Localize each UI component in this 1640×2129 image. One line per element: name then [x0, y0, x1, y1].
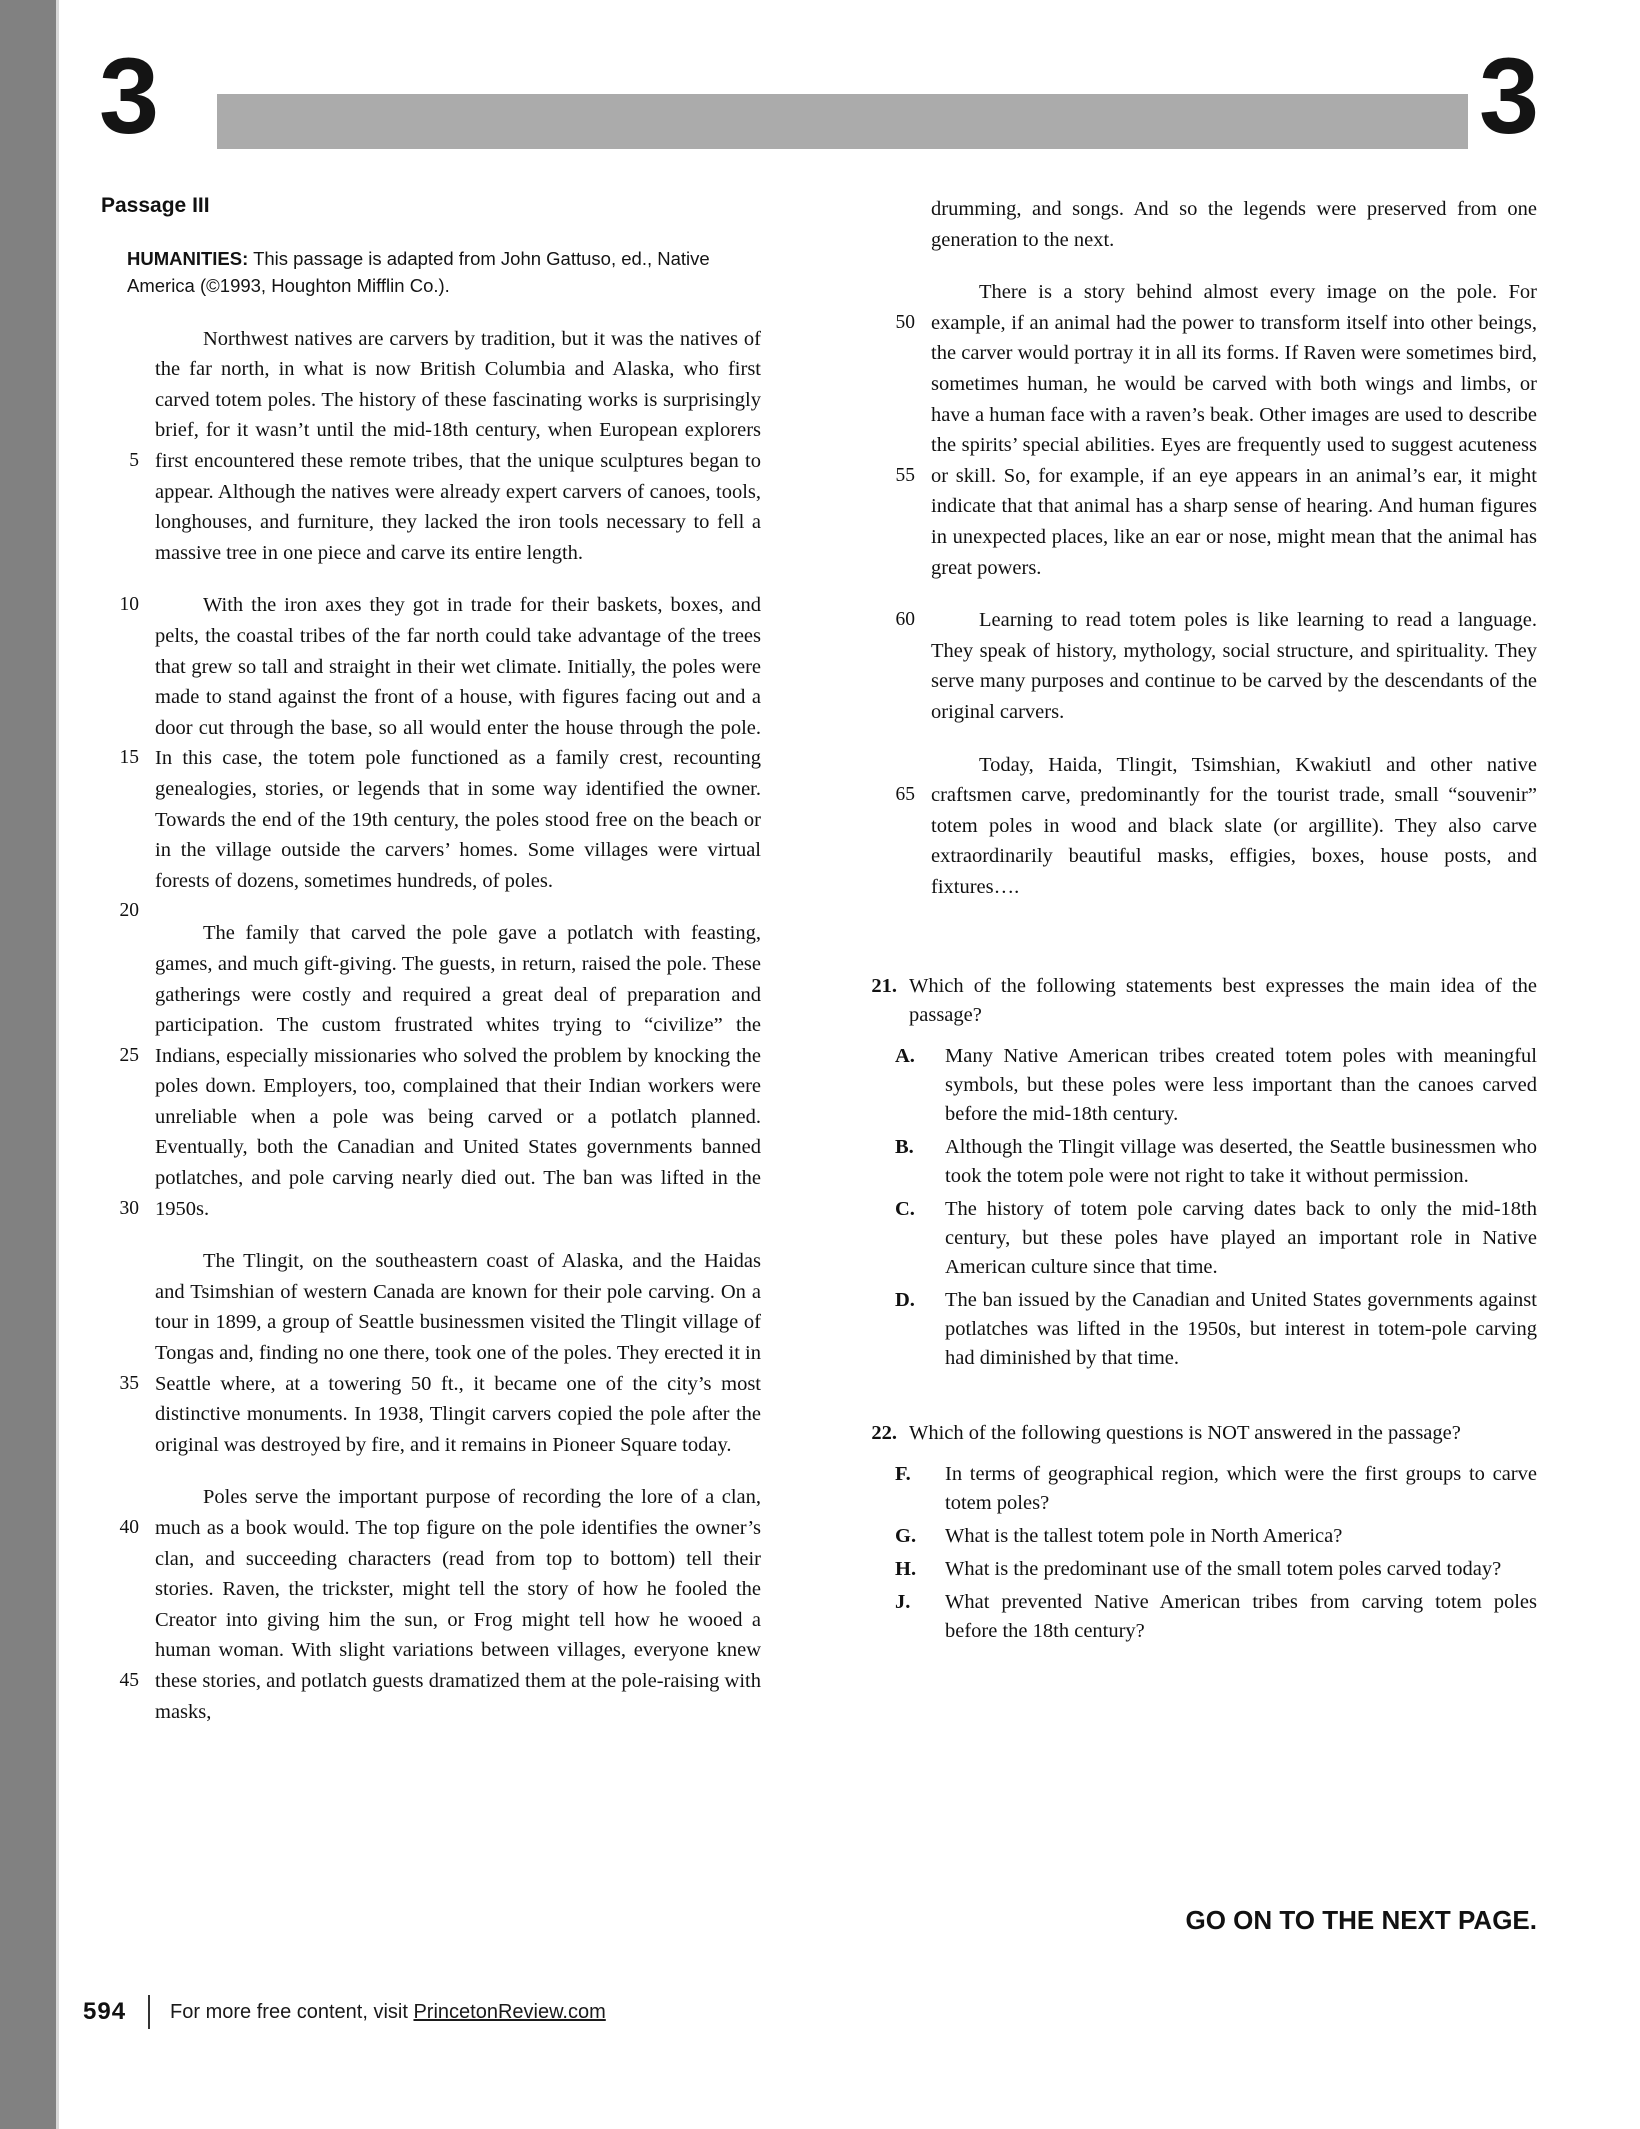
line-number: 55: [895, 464, 915, 486]
passage-paragraph: [859, 750, 1537, 903]
passage-intro: [127, 246, 747, 300]
answer-choice-text: Although the Tlingit village was deserted, the Seattle businessmen who took the totem pole were not right to take it without permission.: [945, 1136, 1537, 1188]
answer-choice-d[interactable]: [859, 1286, 1537, 1373]
paragraph-text: With the iron axes they got in trade for their baskets, boxes, and pelts, the coastal tribes of the far north could take advantage of the trees that grew so tall and straight in their wet climate. Initially, the poles were made to stand against the front of a house, with figures facing out and a door cut through the base, so all would enter the house through the pole. In this case, the totem pole functioned as a family crest, recounting genealogies, stories, or legends that in some way identified the owner. Towards the end of the 19th century, the poles stood free on the beach or in the village outside the carvers’ homes. Some villages were virtual forests of dozens, sometimes hundreds, of poles.: [155, 594, 761, 892]
line-number-gutter: [83, 918, 139, 1224]
page-footer: [83, 1995, 1083, 2029]
paragraph-text: There is a story behind almost every image on the pole. For example, if an animal had the power to transform itself into other beings, the carver would portray it in all its forms. If Raven were sometimes bird, sometimes human, he would be carved with both wings and limbs, or have a human face with a raven’s beak. Other images are used to describe the spirits’ special abilities. Eyes are frequently used to suggest acuteness or skill. So, for example, if an eye appears in an animal’s ear, it might indicate that that animal has a sharp sense of hearing. And human figures in unexpected places, like an ear or nose, might mean that the animal has great powers.: [931, 281, 1537, 579]
question-22: [859, 1419, 1537, 1646]
paragraph-text: The family that carved the pole gave a potlatch with feasting, games, and much gift-giving. The guests, in return, raised the pole. These gatherings were costly and required a great deal of preparation and participation. The custom frustrated whites trying to “civilize” the Indians, especially missionaries who solved the problem by knocking the poles down. Employers, too, complained that their Indian workers were unreliable when a pole was being carved or a potlatch planned. Eventually, both the Canadian and United States governments banned potlatches, and pole carving nearly died out. The ban was lifted in the 1950s.: [155, 922, 761, 1220]
answer-choice-f[interactable]: [859, 1460, 1537, 1518]
passage-paragraph: [859, 277, 1537, 583]
line-number: 45: [119, 1669, 139, 1691]
answer-choice-letter: J.: [895, 1591, 911, 1614]
passage-paragraph: [83, 1482, 761, 1727]
passage-intro-label: HUMANITIES:: [127, 248, 249, 269]
line-number: 10: [119, 594, 139, 616]
answer-choice-text: The history of totem pole carving dates back to only the mid-18th century, but these poles have played an important role in Native American culture since that time.: [945, 1198, 1537, 1279]
answer-choice-text: What prevented Native American tribes from carving totem poles before the 18th century?: [945, 1591, 1537, 1643]
line-number-gutter: [859, 750, 915, 811]
line-number-gutter: [83, 324, 139, 477]
questions-list: [859, 972, 1537, 1646]
page-header: [59, 32, 1581, 156]
section-number-right: 3: [1479, 35, 1540, 156]
left-column: [83, 194, 761, 1749]
passage-intro-text: This passage is adapted from John Gattuso, ed., Native America (©1993, Houghton Mifflin Co.).: [127, 248, 710, 296]
answer-choice-text: What is the tallest totem pole in North America?: [945, 1525, 1343, 1548]
paragraph-text: The Tlingit, on the southeastern coast of Alaska, and the Haidas and Tsimshian of western Canada are known for their pole carving. On a tour in 1899, a group of Seattle businessmen visited the Tlingit village of Tongas and, finding no one there, took one of the poles. They erected it in Seattle where, at a towering 50 ft., it became one of the city’s most distinctive monuments. In 1938, Tlingit carvers copied the pole after the original was destroyed by fire, and it remains in Pioneer Square today.: [155, 1250, 761, 1456]
question-number: 21.: [871, 975, 897, 998]
paragraph-text: Learning to read totem poles is like learning to read a language. They speak of history, mythology, social structure, and spirituality. They serve many purposes and continue to be carved by the descendants of the original carvers.: [931, 609, 1537, 723]
answer-choice-letter: H.: [895, 1558, 917, 1581]
line-number: 50: [895, 311, 915, 333]
header-bar: [217, 94, 1468, 149]
line-number: 40: [119, 1517, 139, 1538]
question-text: Which of the following statements best expresses the main idea of the passage?: [909, 975, 1537, 1027]
answer-choice-text: The ban issued by the Canadian and United States governments against potlatches was lifted in the 1950s, but interest in totem-pole carving had diminished by that time.: [945, 1289, 1537, 1370]
question-text: Which of the following questions is NOT answered in the passage?: [909, 1422, 1461, 1445]
line-number: 65: [895, 784, 915, 806]
question-number: 22.: [871, 1422, 897, 1445]
footer-text: [170, 2001, 606, 2024]
line-number: 25: [119, 1044, 139, 1066]
paragraph-text: Today, Haida, Tlingit, Tsimshian, Kwakiutl and other native craftsmen carve, predominantly for the tourist trade, small “souvenir” totem poles in wood and black slate (or argillite). They also carve extraordinarily beautiful masks, effigies, boxes, house posts, and fixtures….: [931, 753, 1537, 898]
answer-choice-letter: C.: [895, 1198, 915, 1221]
question-21: [859, 972, 1537, 1373]
page-content: [59, 0, 1640, 2129]
go-on-notice: GO ON TO THE NEXT PAGE.: [1185, 1905, 1537, 1935]
line-number-gutter: [83, 590, 139, 927]
answer-choice-text: What is the predominant use of the small totem poles carved today?: [945, 1558, 1502, 1581]
section-number-left: 3: [99, 35, 160, 156]
princeton-review-link[interactable]: PrincetonReview.com: [413, 2000, 606, 2023]
line-number: 35: [119, 1372, 139, 1394]
line-number-gutter: [859, 277, 915, 491]
passage-paragraph: [83, 590, 761, 922]
line-number-gutter: [83, 1482, 139, 1696]
answer-choice-letter: F.: [895, 1463, 911, 1486]
right-column: [859, 194, 1537, 1692]
answer-choice-h[interactable]: [859, 1555, 1537, 1584]
passage-paragraph: [859, 605, 1537, 727]
passage-paragraph-continued: [859, 194, 1537, 255]
passage-paragraph: [83, 918, 761, 1224]
paragraph-text: Poles serve the important purpose of recording the lore of a clan, much as a book would. The top figure on the pole identifies the owner’s clan, and succeeding characters (read from top to bottom) tell their stories. Raven, the trickster, might tell the story of how he fooled the Creator into giving him the sun, or Frog might tell how he wooed a human woman. With slight variations between villages, everyone knew these stories, and potlatch guests dramatized them at the pole-raising with masks,: [155, 1486, 761, 1723]
footer-text-prefix: For more free content, visit: [170, 2000, 414, 2023]
paragraph-text: drumming, and songs. And so the legends were preserved from one generation to the next.: [931, 198, 1537, 251]
page-number: 594: [83, 1998, 127, 2025]
answer-choice-letter: A.: [895, 1045, 915, 1068]
passage-paragraph: [83, 324, 761, 569]
answer-choice-j[interactable]: [859, 1588, 1537, 1646]
answer-choice-c[interactable]: [859, 1195, 1537, 1282]
line-number: 60: [895, 609, 915, 631]
paragraph-text: Northwest natives are carvers by tradition, but it was the natives of the far north, in what is now British Columbia and Alaska, who first carved totem poles. The history of these fascinating works is surprisingly brief, for it wasn’t until the mid-18th century, when European explorers first encountered these remote tribes, that the unique sculptures began to appear. Although the natives were already expert carvers of canoes, tools, longhouses, and furniture, they lacked the iron tools necessary to fell a massive tree in one piece and carve its entire length.: [155, 327, 761, 564]
line-number-gutter: [859, 605, 915, 636]
answer-choice-letter: G.: [895, 1525, 917, 1548]
question-stem: [859, 1419, 1537, 1448]
answer-choice-letter: D.: [895, 1289, 915, 1312]
answer-choice-a[interactable]: [859, 1042, 1537, 1129]
line-number-gutter: [859, 194, 915, 225]
answer-choice-g[interactable]: [859, 1522, 1537, 1551]
line-number-gutter: [83, 1246, 139, 1399]
answer-choice-b[interactable]: [859, 1133, 1537, 1191]
answer-choices: [859, 1042, 1537, 1373]
passage-title: Passage III: [101, 194, 210, 217]
line-number: 5: [129, 450, 139, 471]
question-stem: [859, 972, 1537, 1030]
line-number: 20: [119, 900, 139, 922]
answer-choice-letter: B.: [895, 1136, 914, 1159]
answer-choice-text: In terms of geographical region, which were the first groups to carve totem poles?: [945, 1463, 1537, 1515]
passage-paragraph: [83, 1246, 761, 1460]
answer-choices: [859, 1460, 1537, 1646]
line-number: 30: [119, 1197, 139, 1219]
footer-divider: [148, 1995, 150, 2029]
answer-choice-text: Many Native American tribes created totem poles with meaningful symbols, but these poles were less important than the canoes carved before the mid-18th century.: [945, 1045, 1537, 1126]
line-number: 15: [119, 747, 139, 769]
left-margin-strip: [0, 0, 56, 2129]
